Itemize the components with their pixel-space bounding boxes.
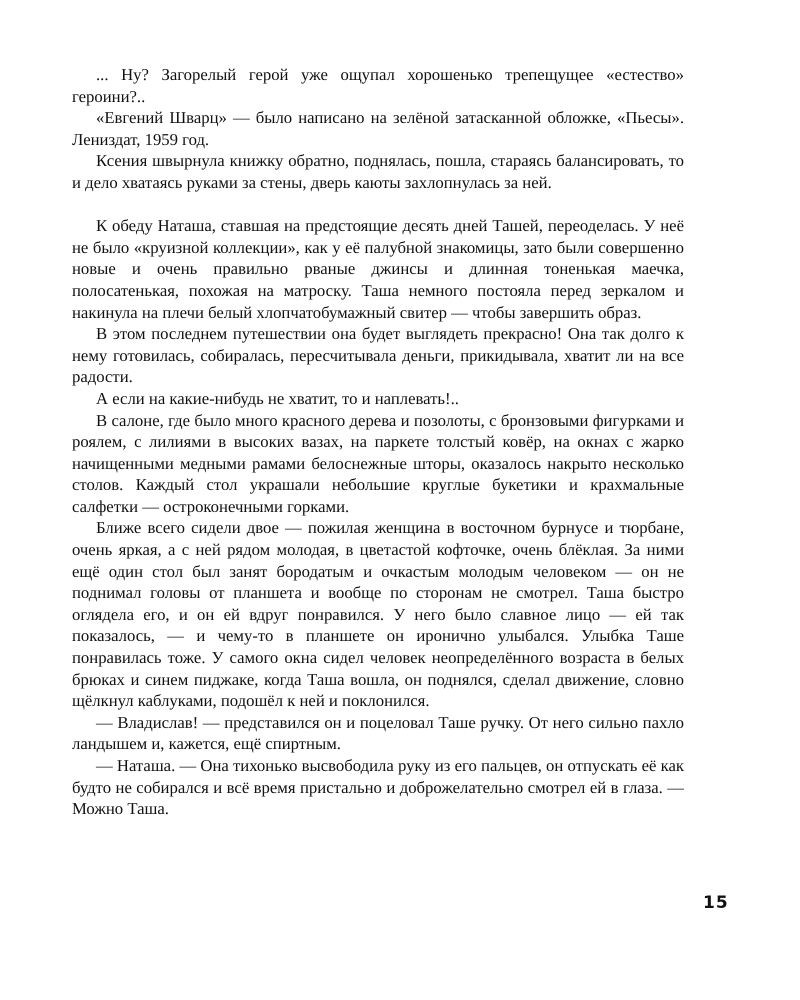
paragraph: — Владислав! — представился он и поцеловал Таше ручку. От него сильно пахло ландышем и, кажется, ещё спиртным. [72, 712, 684, 754]
paragraph: В этом последнем путешествии она будет выглядеть прекрасно! Она так долго к нему готовилась, собиралась, пересчитывала деньги, прикидывала, хватит ли на все радости. [72, 324, 684, 387]
paragraph: Ближе всего сидели двое — пожилая женщина в восточном бурнусе и тюрбане, очень яркая, а с ней рядом молодая, в цветастой кофточке, очень блёклая. За ними ещё один стол был занят бородатым и очкастым молодым человеком — он не поднимал головы от планшета и вообще по сторонам не смотрел. Таша быстро оглядела его, и он ей вдруг понравился. У него было славное лицо — ей так показалось, — и чему-то в планшете он иронично улыбался. Улыбка Таше понравилась тоже. У самого окна сидел человек неопределённого возраста в белых брюках и синем пиджаке, когда Таша вошла, он поднялся, сделал движение, словно щёлкнул каблуками, подошёл к ней и поклонился. [72, 518, 684, 711]
paragraph: В салоне, где было много красного дерева и позолоты, с бронзовыми фигурками и роялем, с лилиями в высоких вазах, на паркете толстый ковёр, на окнах с жарко начищенными медными рамами белоснежные шторы, оказалось накрыто несколько столов. Каждый стол украшали небольшие круглые букетики и крахмальные салфетки — остроконечными горками. [72, 410, 684, 516]
paragraph: К обеду Наташа, ставшая на предстоящие десять дней Ташей, переоделась. У неё не было «круизной коллекции», как у её палубной знакомицы, зато были совершенно новые и очень правильно рваные джинсы и длинная тоненькая маечка, полосатенькая, похожая на матроску. Таша немного постояла перед зеркалом и накинула на плечи белый хлопчатобумажный свитер — чтобы завершить образ. [72, 216, 684, 322]
page-body [72, 64, 684, 820]
paragraph: Ксения швырнула книжку обратно, поднялась, пошла, стараясь балансировать, то и дело хватаясь руками за стены, дверь каюты захлопнулась за ней. [72, 151, 684, 192]
paragraph: «Евгений Шварц» — было написано на зелёной затасканной обложке, «Пьесы». Лениздат, 1959 год. [72, 108, 684, 149]
paragraph: — Наташа. — Она тихонько высвободила руку из его пальцев, он отпускать её как будто не собирался и всё время пристально и доброжелательно смотрел ей в глаза. — Можно Таша. [72, 756, 684, 819]
paragraph: А если на какие-нибудь не хватит, то и наплевать!.. [96, 388, 459, 408]
section-break [72, 194, 684, 216]
paragraph: ... Ну? Загорелый герой уже ощупал хорошенько трепещущее «естество» героини?.. [72, 65, 684, 106]
page-number: 15 [703, 893, 729, 913]
